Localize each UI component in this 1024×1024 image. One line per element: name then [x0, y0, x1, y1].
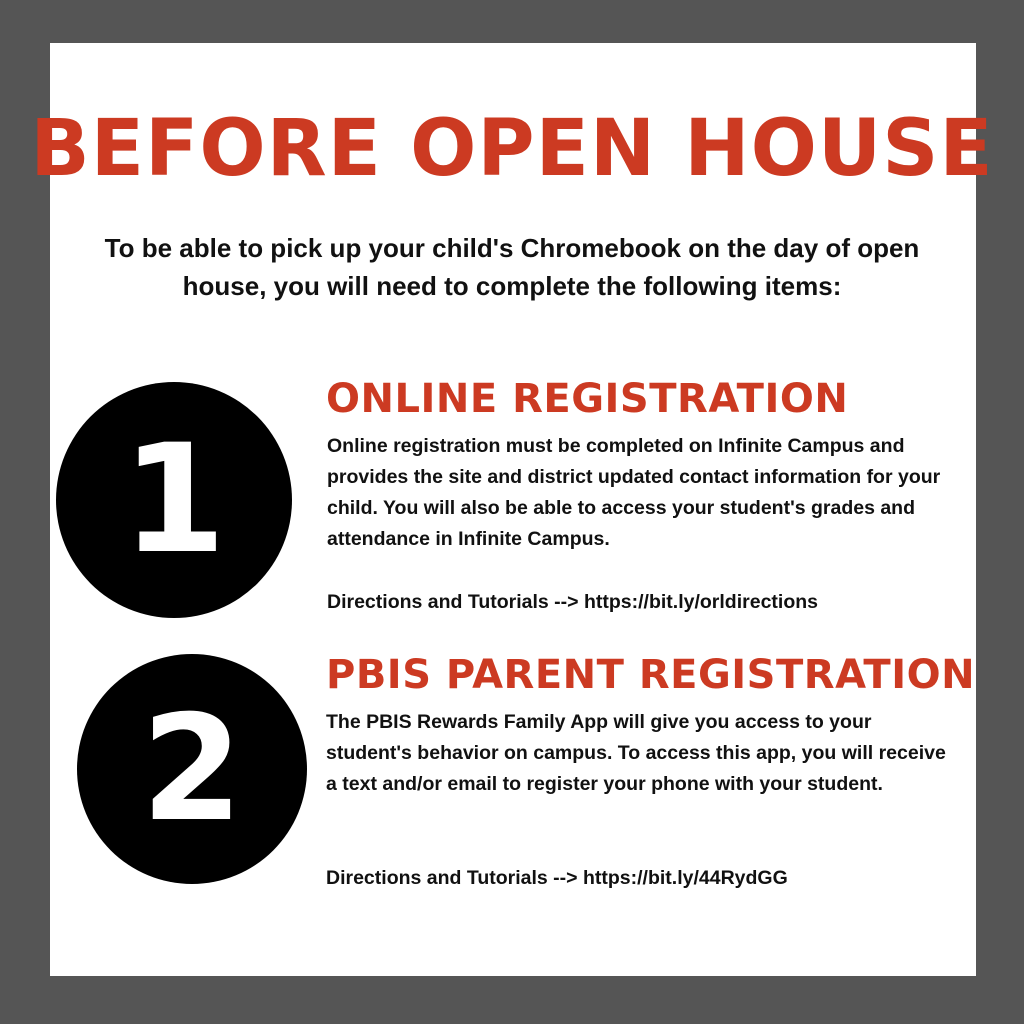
- step-1-number: 1: [121, 413, 227, 587]
- intro-text: To be able to pick up your child's Chromebook on the day of open house, you will need to complete the following items:: [104, 233, 920, 301]
- step-2-body: The PBIS Rewards Family App will give you access to your student's behavior on campus. To access this app, you will receive a text and/or email to register your phone with your student.: [326, 711, 946, 795]
- step-1-link-url[interactable]: https://bit.ly/orldirections: [583, 591, 818, 613]
- step-2-number-circle: [77, 654, 307, 884]
- step-2-link-line: [326, 863, 788, 894]
- step-2-heading: PBIS PARENT REGISTRATION: [326, 652, 976, 698]
- step-2-link-label: Directions and Tutorials -->: [326, 867, 578, 889]
- step-1-number-circle: [56, 382, 292, 618]
- step-2-number: 2: [141, 684, 243, 854]
- step-1-link-label: Directions and Tutorials -->: [327, 591, 579, 613]
- step-1-link-line: [327, 587, 818, 618]
- step-2-link-url[interactable]: https://bit.ly/44RydGG: [582, 867, 788, 889]
- page-title: BEFORE OPEN HOUSE: [30, 104, 994, 194]
- step-1-body: Online registration must be completed on Infinite Campus and provides the site and district updated contact information for your child. You will also be able to access your student's grades and attendance in Infinite Campus.: [327, 435, 941, 550]
- step-1-heading: ONLINE REGISTRATION: [326, 376, 849, 422]
